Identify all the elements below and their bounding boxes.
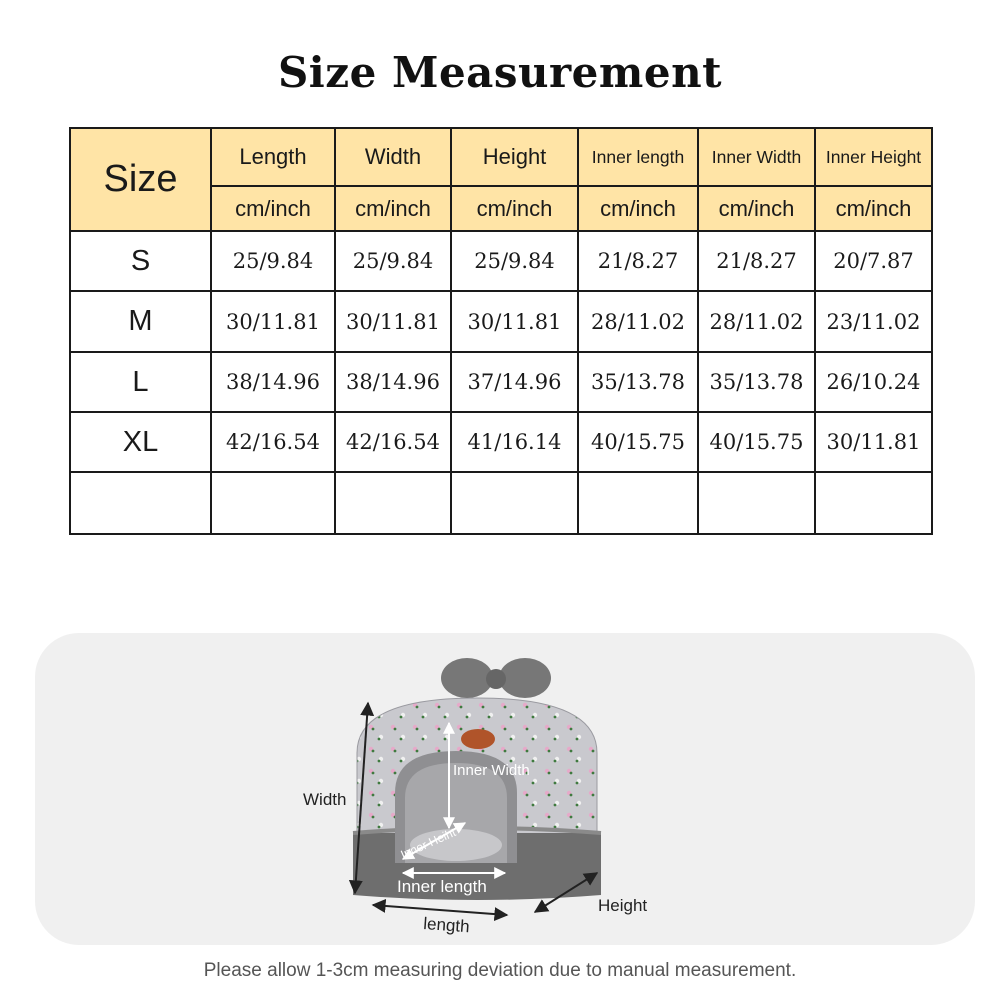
table-row: [70, 291, 932, 352]
height-label: Height: [598, 896, 648, 915]
table-row: [70, 231, 932, 291]
value-cell: 28/11.02: [698, 291, 815, 352]
size-label-cell: M: [70, 291, 211, 352]
value-cell: 21/8.27: [578, 231, 698, 291]
value-cell: 20/7.87: [815, 231, 932, 291]
value-cell: 38/14.96: [211, 352, 335, 412]
unit-cell: cm/inch: [815, 186, 932, 231]
empty-cell: [815, 472, 932, 534]
table-row: [70, 352, 932, 412]
empty-row: [70, 472, 932, 534]
pet-house-diagram: [35, 633, 975, 945]
page-title: Size Measurement: [277, 48, 723, 97]
value-cell: 42/16.54: [211, 412, 335, 472]
value-cell: 37/14.96: [451, 352, 578, 412]
size-label-cell: S: [70, 231, 211, 291]
size-table: [69, 127, 933, 535]
value-cell: 21/8.27: [698, 231, 815, 291]
value-cell: 30/11.81: [451, 291, 578, 352]
empty-cell: [335, 472, 451, 534]
column-header-length: Length: [211, 128, 335, 186]
column-header-width: Width: [335, 128, 451, 186]
length-arrow: [373, 905, 507, 915]
value-cell: 25/9.84: [451, 231, 578, 291]
size-header-cell: Size: [70, 128, 211, 231]
empty-cell: [211, 472, 335, 534]
size-label-cell: L: [70, 352, 211, 412]
bow-icon: [441, 658, 551, 698]
value-cell: 25/9.84: [335, 231, 451, 291]
inner-height-label: Inner Heiht: [398, 825, 458, 862]
column-header-height: Height: [451, 128, 578, 186]
value-cell: 35/13.78: [698, 352, 815, 412]
width-label: Width: [303, 790, 347, 809]
size-label-cell: XL: [70, 412, 211, 472]
inner-width-label: Inner Width: [453, 762, 530, 779]
inner-length-label: Inner length: [397, 877, 487, 896]
measurement-diagram-panel: [35, 633, 975, 945]
length-label: length: [422, 914, 471, 937]
value-cell: 38/14.96: [335, 352, 451, 412]
value-cell: 26/10.24: [815, 352, 932, 412]
unit-cell: cm/inch: [211, 186, 335, 231]
header-row: [70, 128, 932, 186]
value-cell: 40/15.75: [698, 412, 815, 472]
value-cell: 28/11.02: [578, 291, 698, 352]
value-cell: 41/16.14: [451, 412, 578, 472]
column-header-inner-width: Inner Width: [698, 128, 815, 186]
value-cell: 30/11.81: [211, 291, 335, 352]
empty-cell: [70, 472, 211, 534]
unit-cell: cm/inch: [335, 186, 451, 231]
value-cell: 23/11.02: [815, 291, 932, 352]
brand-tag-icon: [461, 729, 495, 749]
table-row: [70, 412, 932, 472]
value-cell: 25/9.84: [211, 231, 335, 291]
column-header-inner-height: Inner Height: [815, 128, 932, 186]
unit-cell: cm/inch: [698, 186, 815, 231]
empty-cell: [451, 472, 578, 534]
unit-cell: cm/inch: [578, 186, 698, 231]
value-cell: 35/13.78: [578, 352, 698, 412]
measurement-disclaimer: Please allow 1-3cm measuring deviation due to manual measurement.: [203, 960, 797, 981]
value-cell: 30/11.81: [815, 412, 932, 472]
empty-cell: [578, 472, 698, 534]
value-cell: 40/15.75: [578, 412, 698, 472]
unit-cell: cm/inch: [451, 186, 578, 231]
empty-cell: [698, 472, 815, 534]
column-header-inner-length: Inner length: [578, 128, 698, 186]
value-cell: 30/11.81: [335, 291, 451, 352]
value-cell: 42/16.54: [335, 412, 451, 472]
